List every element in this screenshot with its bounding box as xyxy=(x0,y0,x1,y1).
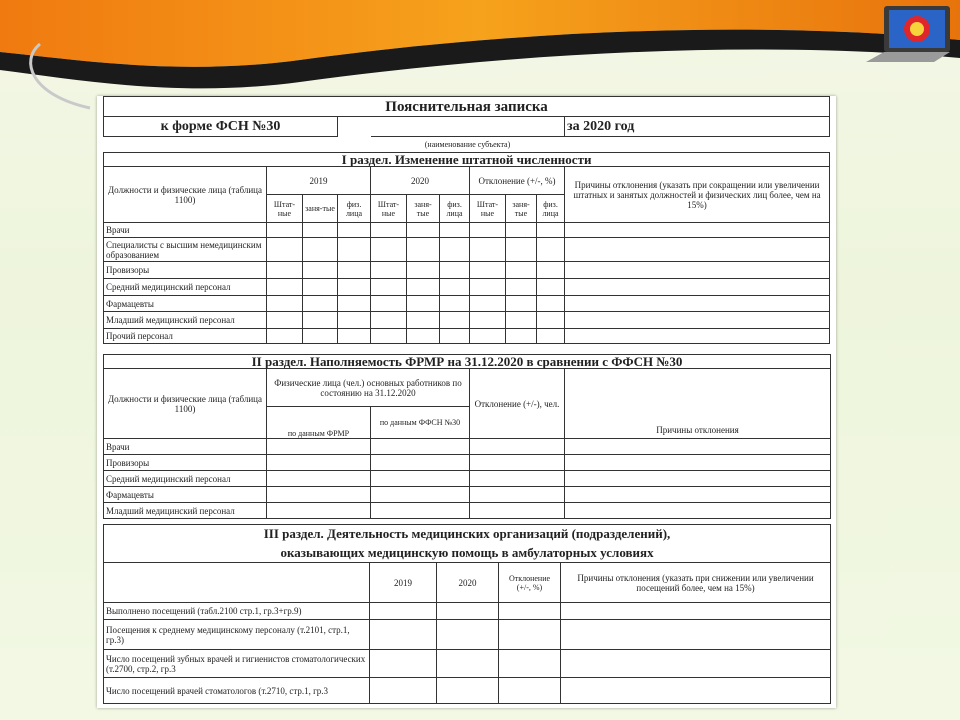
table-row xyxy=(104,296,830,312)
s1-row-label: Специалисты с высшим немедицинским образованием xyxy=(104,238,267,262)
s2-reasons-header: Причины отклонения xyxy=(565,369,831,439)
table-row xyxy=(104,503,831,519)
s2-row-label: Врачи xyxy=(104,439,267,455)
s2-row-label: Младший медицинский персонал xyxy=(104,503,267,519)
table-row xyxy=(104,439,831,455)
s2-position-header: Должности и физические лица (таблица 1100) xyxy=(104,369,267,439)
table-row xyxy=(104,279,830,296)
note-title: Пояснительная записка xyxy=(104,97,830,117)
s2-row-label: Фармацевты xyxy=(104,487,267,503)
s1-row-label: Фармацевты xyxy=(104,296,267,312)
section1-heading: I раздел. Изменение штатной численности xyxy=(104,153,830,167)
subject-name-field[interactable] xyxy=(371,117,565,137)
table-row xyxy=(104,262,830,279)
s1-row-label: Врачи xyxy=(104,223,267,238)
s3-deviation-header: Отклонение (+/-, %) xyxy=(499,563,561,603)
s3-reasons-header: Причины отклонения (указать при снижении или увеличении посещений более, чем на 15%) xyxy=(561,563,831,603)
table-row xyxy=(104,223,830,238)
s1-sub-occupied: заня-тые xyxy=(407,195,440,223)
year-label: за 2020 год xyxy=(565,117,830,137)
s2-by-frmr: по данным ФРМР xyxy=(267,407,371,439)
subject-caption: (наименование субъекта) xyxy=(424,140,511,149)
s1-year1-header: 2019 xyxy=(267,167,371,195)
table-row xyxy=(104,329,830,344)
section3-heading-line2: оказывающих медицинскую помощь в амбулаторных условиях xyxy=(104,544,831,563)
s1-row-label: Младший медицинский персонал xyxy=(104,312,267,329)
s3-row-label: Посещения к среднему медицинскому персоналу (т.2101, стр.1, гр.3) xyxy=(104,620,370,650)
table-row xyxy=(104,620,831,650)
s2-phys-header: Физические лица (чел.) основных работников по состоянию на 31.12.2020 xyxy=(267,369,470,407)
s1-sub-occupied: заня-тые xyxy=(303,195,338,223)
explanatory-note-sheet xyxy=(97,96,836,708)
s3-year1-header: 2019 xyxy=(370,563,437,603)
s2-row-label: Средний медицинский персонал xyxy=(104,471,267,487)
s1-sub-staff: Штат-ные xyxy=(371,195,407,223)
s1-sub-staff: Штат-ные xyxy=(470,195,506,223)
s3-row-label: Число посещений зубных врачей и гигиенистов стоматологических (т.2700, стр.2, гр.3 xyxy=(104,650,370,678)
s1-deviation-header: Отклонение (+/-, %) xyxy=(470,167,565,195)
form-label: к форме ФСН №30 xyxy=(104,117,338,137)
section3-table xyxy=(103,524,831,704)
section2-heading: II раздел. Наполняемость ФРМР на 31.12.2020 в сравнении с ФФСН №30 xyxy=(104,355,831,369)
section1-table xyxy=(103,96,830,344)
s2-deviation-header: Отклонение (+/-), чел. xyxy=(470,369,565,439)
s1-year2-header: 2020 xyxy=(371,167,470,195)
section2-table xyxy=(103,354,831,519)
s1-sub-occupied: заня-тые xyxy=(506,195,537,223)
s3-empty-header xyxy=(104,563,370,603)
s1-sub-staff: Штат-ные xyxy=(267,195,303,223)
laptop-logo-icon xyxy=(856,2,956,64)
s2-by-ffsn: по данным ФФСН №30 xyxy=(371,407,470,439)
s1-sub-persons: физ. лица xyxy=(440,195,470,223)
s1-row-label: Прочий персонал xyxy=(104,329,267,344)
table-row xyxy=(104,678,831,704)
s1-reasons-header: Причины отклонения (указать при сокращении или увеличении штатных и занятых должностей и физических лиц более, чем на 15%) xyxy=(565,167,830,223)
table-row xyxy=(104,471,831,487)
s1-sub-persons: физ. лица xyxy=(537,195,565,223)
section3-heading-line1: III раздел. Деятельность медицинских организаций (подразделений), xyxy=(104,525,831,544)
table-row xyxy=(104,312,830,329)
table-row xyxy=(104,603,831,620)
table-row xyxy=(104,487,831,503)
s3-row-label: Выполнено посещений (табл.2100 стр.1, гр.3+гр.9) xyxy=(104,603,370,620)
s1-sub-persons: физ. лица xyxy=(338,195,371,223)
s1-row-label: Провизоры xyxy=(104,262,267,279)
s3-year2-header: 2020 xyxy=(437,563,499,603)
s2-row-label: Провизоры xyxy=(104,455,267,471)
s3-row-label: Число посещений врачей стоматологов (т.2710, стр.1, гр.3 xyxy=(104,678,370,704)
table-row xyxy=(104,238,830,262)
table-row xyxy=(104,455,831,471)
s1-row-label: Средний медицинский персонал xyxy=(104,279,267,296)
table-row xyxy=(104,650,831,678)
s1-position-header: Должности и физические лица (таблица 1100) xyxy=(104,167,267,223)
